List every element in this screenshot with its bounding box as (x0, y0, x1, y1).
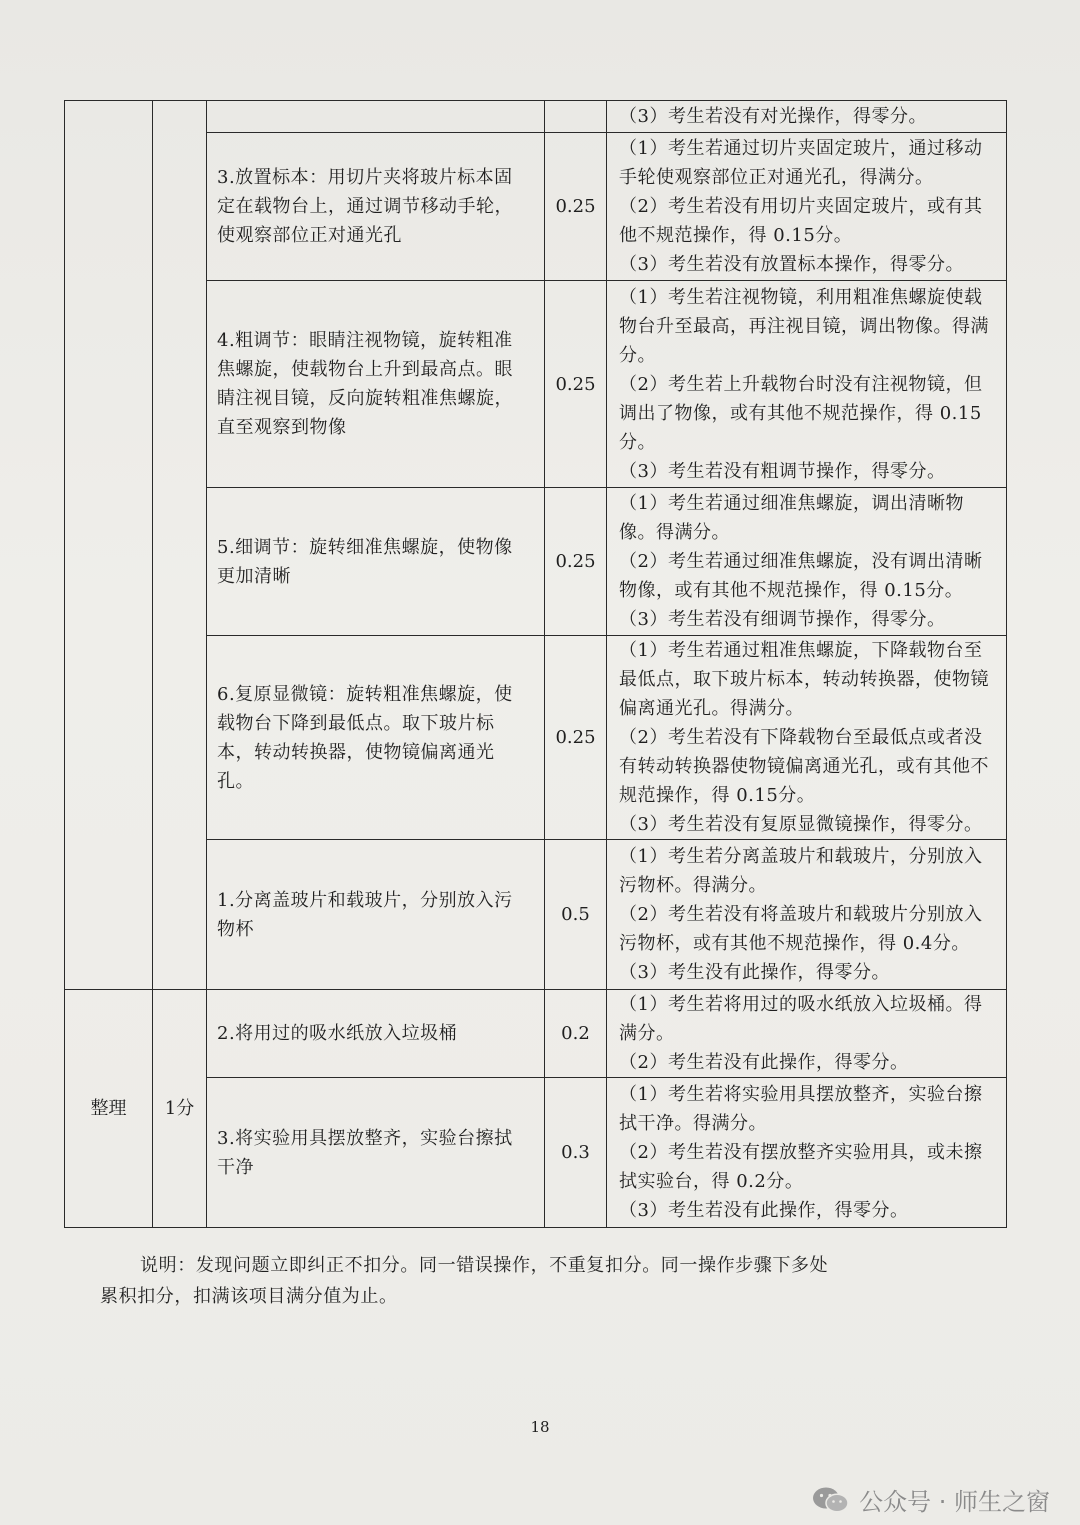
standard-cell: 3.放置标本：用切片夹将玻片标本固定在载物台上，通过调节移动手轮，使观察部位正对通光孔 (207, 133, 545, 281)
table-row (65, 101, 1007, 133)
score-cell: 0.25 (545, 636, 607, 840)
category-cell-empty (65, 101, 153, 990)
wechat-icon (811, 1485, 851, 1515)
note-label: 说明： (140, 1255, 196, 1276)
criteria-cell (607, 133, 1007, 281)
criteria-item: （1）考生若将用过的吸水纸放入垃圾桶。得满分。 (619, 994, 983, 1044)
watermark-text: 公众号 · 师生之窗 (859, 1488, 1050, 1516)
criteria-item: （2）考生若没有摆放整齐实验用具，或未擦拭实验台，得 0.2分。 (619, 1142, 983, 1192)
criteria-cell (607, 840, 1007, 990)
criteria-item: （1）考生若分离盖玻片和载玻片，分别放入污物杯。得满分。 (619, 846, 983, 896)
criteria-item: （1）考生若通过切片夹固定玻片，通过移动手轮使观察部位正对通光孔，得满分。 (619, 138, 983, 188)
criteria-item: （2）考生若没有下降载物台至最低点或者没有转动转换器使物镜偏离通光孔，或有其他不规范操作，得 0.15分。 (619, 727, 989, 806)
standard-cell: 2.将用过的吸水纸放入垃圾桶 (207, 990, 545, 1078)
criteria-item: （2）考生若没有将盖玻片和载玻片分别放入污物杯，或有其他不规范操作，得 0.4分。 (619, 904, 983, 954)
watermark (811, 1482, 1050, 1517)
standard-cell (207, 101, 545, 133)
criteria-cell (607, 636, 1007, 840)
criteria-item: （3）考生没有此操作，得零分。 (619, 962, 890, 983)
criteria-item: （3）考生若没有复原显微镜操作，得零分。 (619, 814, 983, 835)
score-cell: 0.25 (545, 488, 607, 636)
criteria-item: （1）考生若将实验用具摆放整齐，实验台擦拭干净。得满分。 (619, 1084, 983, 1134)
criteria-cell (607, 101, 1007, 133)
note-paragraph (100, 1250, 940, 1312)
standard-cell: 4.粗调节：眼睛注视物镜，旋转粗准焦螺旋，使载物台上升到最高点。眼睛注视目镜，反向旋转粗准焦螺旋，直至观察到物像 (207, 281, 545, 488)
table-row (65, 281, 1007, 488)
section-name: 整理 (65, 990, 153, 1228)
criteria-item: （2）考生若上升载物台时没有注视物镜，但调出了物像，或有其他不规范操作，得 0.15分。 (619, 373, 983, 453)
standard-cell: 1.分离盖玻片和载玻片，分别放入污物杯 (207, 840, 545, 990)
table-row (65, 990, 1007, 1078)
criteria-cell (607, 488, 1007, 636)
criteria-item: （1）考生若注视物镜，利用粗准焦螺旋使载物台升至最高，再注视目镜，调出物像。得满分。 (619, 286, 989, 366)
criteria-cell (607, 990, 1007, 1078)
standard-cell: 6.复原显微镜：旋转粗准焦螺旋，使载物台下降到最低点。取下玻片标本，转动转换器，使物镜偏离通光孔。 (207, 636, 545, 840)
criteria-item: （3）考生若没有放置标本操作，得零分。 (619, 254, 964, 275)
criteria-item: （2）考生若没有用切片夹固定玻片，或有其他不规范操作，得 0.15分。 (619, 196, 983, 246)
section-points: 1分 (153, 990, 207, 1228)
criteria-item: （1）考生若通过细准焦螺旋，调出清晰物像。得满分。 (619, 493, 964, 543)
note-line-1: 发现问题立即纠正不扣分。同一错误操作，不重复扣分。同一操作步骤下多处 (195, 1255, 829, 1276)
score-cell: 0.25 (545, 133, 607, 281)
criteria-item: （3）考生若没有对光操作，得零分。 (619, 106, 927, 127)
score-cell: 0.2 (545, 990, 607, 1078)
table-row (65, 133, 1007, 281)
score-cell: 0.25 (545, 281, 607, 488)
criteria-item: （2）考生若通过细准焦螺旋，没有调出清晰物像，或有其他不规范操作，得 0.15分。 (619, 551, 983, 601)
table-row (65, 840, 1007, 990)
table-row (65, 636, 1007, 840)
note-line-2: 累积扣分，扣满该项目满分值为止。 (100, 1286, 398, 1307)
scoring-table (64, 100, 1007, 1228)
criteria-item: （1）考生若通过粗准焦螺旋，下降载物台至最低点，取下玻片标本，转动转换器，使物镜偏离通光孔。得满分。 (619, 640, 989, 719)
table-row (65, 1078, 1007, 1228)
page-number: 18 (530, 1418, 550, 1436)
criteria-item: （3）考生若没有细调节操作，得零分。 (619, 609, 946, 630)
standard-cell: 5.细调节：旋转细准焦螺旋，使物像更加清晰 (207, 488, 545, 636)
criteria-cell (607, 1078, 1007, 1228)
criteria-item: （3）考生若没有此操作，得零分。 (619, 1200, 909, 1221)
standard-cell: 3.将实验用具摆放整齐，实验台擦拭干净 (207, 1078, 545, 1228)
table-row (65, 488, 1007, 636)
criteria-item: （2）考生若没有此操作，得零分。 (619, 1052, 909, 1073)
score-cell (545, 101, 607, 133)
points-cell-empty (153, 101, 207, 990)
score-cell: 0.5 (545, 840, 607, 990)
score-cell: 0.3 (545, 1078, 607, 1228)
criteria-item: （3）考生若没有粗调节操作，得零分。 (619, 460, 946, 482)
criteria-cell (607, 281, 1007, 488)
